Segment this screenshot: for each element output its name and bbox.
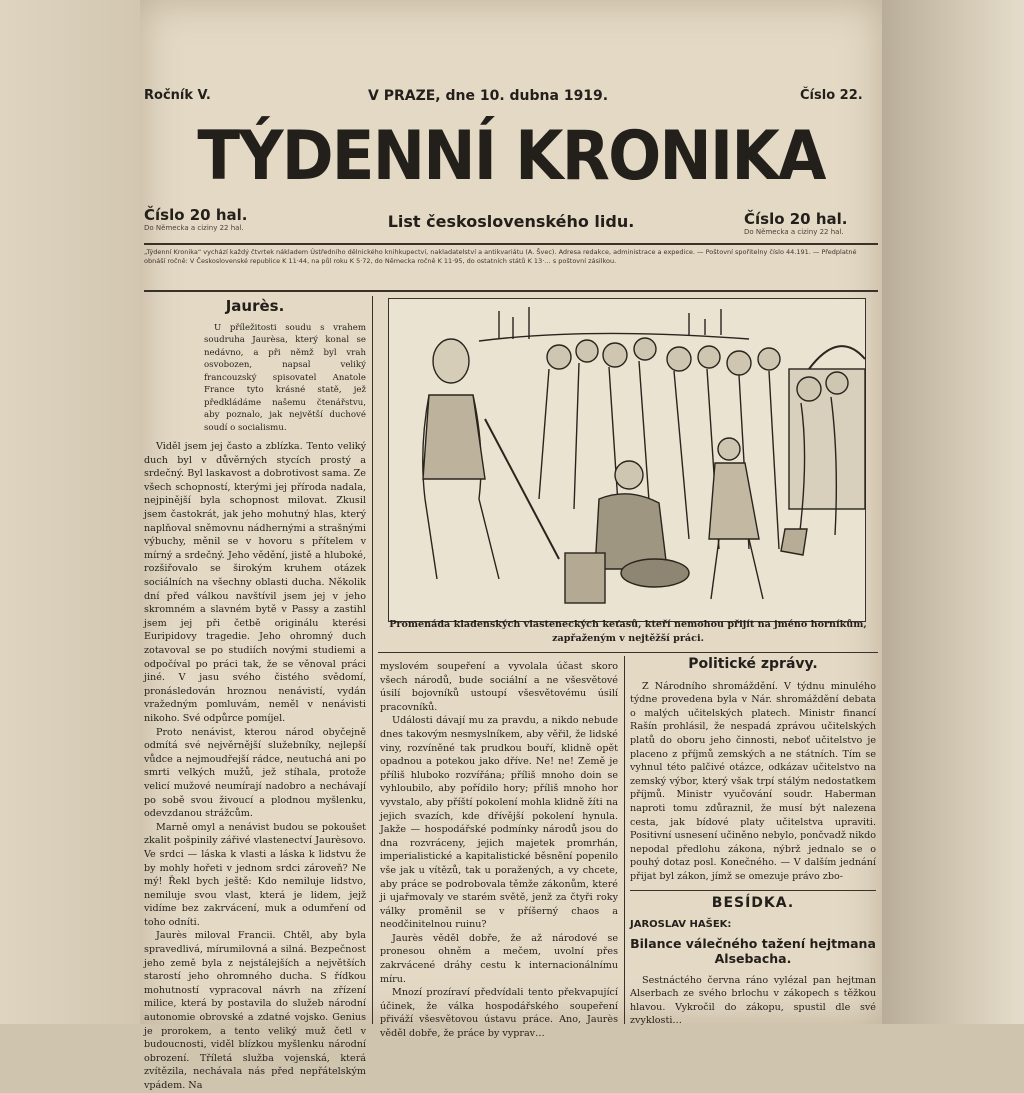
column-jaures [144, 297, 366, 1091]
jaures-paragraph: Marně omyl a nenávist budou se pokoušet zkalit pošpinily zářivé vlastenectví Jaurèsovo. Ve srdci — láska k vlasti a láska k lidstvu že by mohly hořeti v jednom srdci zároveň? Ne mý! Řekl bych ještě: Kdo nemiluje lidstvo, nemiluje svou vlast, která je lidem, jejž vidíme bez zakrvácení, muk a odumření od toho odníti. [144, 821, 366, 928]
illustration-caption: Promenáda kladenských vlasteneckých keťasů, kteří nemohou přijít na jméno horníkům, zapřaženým v nejtěžší práci. [389, 619, 867, 644]
header-rule [144, 243, 878, 245]
jaures-paragraph: Proto nenávist, kterou národ obyčejně odmítá své nejvěrnější služebníky, nejlepší vůdce a nejmoudřejší rádce, neutuchá ani po smrti velkých mužů, jež stíhala, protože velicí mužové neumírají nadobro a nechávají po sobě svou živoucí a plodnou myšlenku, odevzdanou strážcům. [144, 726, 366, 820]
cartoon-illustration [388, 298, 866, 622]
newspaper-page [140, 0, 882, 1091]
middle-paragraph: Události dávají mu za pravdu, a nikdo nebude dnes takovým nesmyslníkem, aby věřil, že lidské viny, rozvíněné tak prudkou bouří, klidně opět opadnou a potekou jako dříve. Ne! ne! Země je příliš hluboko rozvířána; příliš mnoho doin se vyhloubilo, aby pořídilo hory; příliš mnoho hor vyvstalo, aby příští pokolení mohla klidně žíti na jejich svazích, kde dřívější pokolení hynula. Jakže — hospodářské podmínky národů jsou do dna rozvráceny, jejich majetek promrhán, imperialistické a kapitalistické běsnění popenilo vše jak u vítězů, tak u poražených, a vy chcete, aby práce se podrobovala těmže zákonům, které ji ujařmovaly ve starém světě, jenž za čtyři roky války proměnil se v příšerný chaos a neodčinitelnou ruinu? [380, 715, 618, 931]
price-left-value: Číslo 20 hal. [144, 206, 248, 224]
section-divider [630, 890, 876, 891]
middle-paragraph: Jaurès věděl dobře, že až národové se pronesou ohněm a mečem, uvolní přes zakrvácené dráhy cestu k internacionálnímu míru. [380, 932, 618, 985]
notice-rule [144, 290, 878, 292]
column-middle [380, 660, 618, 1040]
price-right [744, 210, 847, 236]
story-author: JAROSLAV HAŠEK: [630, 919, 732, 931]
jaures-paragraph: Jaurès miloval Francii. Chtěl, aby byla spravedlivá, mírumilovná a silná. Bezpečnost jeho země byla z nejstálejších a největších starostí jeho ohromného ducha. S řídkou mohutností vypracoval návrh na zřízení milice, která by postavila do služeb národní autonomie obrovské a zdatné vojsko. Genius je prorokem, a tento veliký muž četl v budoucnosti, viděl blízkou myšlenku národní obrození. Tříletá služba vojenská, která zvítězila, nechávala nás před nepřátelským vpádem. Na [144, 930, 366, 1091]
masthead-subtitle: List československého lidu. [387, 212, 635, 231]
issue-number: Číslo 22. [800, 88, 863, 103]
middle-paragraph: myslovém soupeření a vyvolala účast skoro všech národů, bude sociální a ne všesvětové úsilí bojovníků ustoupí všesvětovému úsilí pracovníků. [380, 661, 618, 713]
story-title: Bilance válečného tažení hejtmana Alsebacha. [630, 935, 876, 966]
dateline: V PRAZE, dne 10. dubna 1919. [368, 88, 609, 104]
price-right-value: Číslo 20 hal. [744, 210, 848, 228]
middle-paragraph: Mnozí prozíraví předvídali tento překvapující účinek, že válka hospodářského soupeření přiváží všesvětovou ústavu práce. Ano, Jaurès věděl dobře, že práce by vyprav… [380, 987, 618, 1040]
background-right [882, 0, 1024, 1024]
cartoon-drawing [389, 299, 865, 621]
price-left-note: Do Německa a ciziny 22 hal. [144, 224, 244, 232]
column-divider [624, 656, 625, 1024]
jaures-heading: Jaurès. [225, 297, 285, 315]
subscription-notice: „Týdenní Kronika“ vychází každý čtvrtek nákladem Ústředního dělnického knihkupectví, nakladatelství a antikvariátu (A. Švec). Adresa redakce, administrace a expedice. — Poštovní spořitelny číslo 44.191. — Předplatné obnáší ročně: V Československé republice K 11·44, na půl roku K 5·72, do Německa ročně K 11·95, do ostatních států K 13·… s poštovní zásilkou. [144, 248, 857, 265]
column-right [630, 656, 877, 1027]
jaures-lead: U příležitosti soudu s vrahem soudruha Jaurèsa, který konal se nedávno, a při němž byl vrah osvobozen, napsal veliký francouzský spisovatel Anatole France tyto krásné statě, jež předkládáme našemu čtenářstvu, aby poznalo, jak největší duchové soudí o socialismu. [204, 322, 366, 433]
column-divider [372, 296, 373, 1024]
volume-label: Ročník V. [144, 88, 211, 103]
caption-rule [378, 652, 878, 653]
politics-heading: Politické zprávy. [688, 656, 818, 672]
header-topline [140, 88, 882, 106]
masthead-title: TÝDENNÍ KRONIKA [197, 117, 825, 196]
politics-text: Z Národního shromáždění. V týdnu minulého týdne provedena byla v Nár. shromáždění debata o malých učitelských platech. Ministr financí Rašín prohlásil, že nespadá zprávou učitelských platů do oboru jeho činnosti, neboť učitelstvo je placeno z příjmů zemských a ne státních. Tím se vyhnul této palčivé otázce, odkázav učitelstvo na zemský výbor, který však trpí stálým nedostatkem příjmů. Ministr vyučování soudr. Haberman naproti tomu zdůraznil, že musí být nalezena cesta, jak bídové platy učitelstva upraviti. Positivní usnesení učiněno nebylo, pončvadž nikdo nepodal předlohu zákona, nýbrž jednalo se o pouhý dotaz posl. Konečného. — V dalším jednání přijat byl zákon, jímž se omezuje právo zbo- [630, 680, 877, 882]
background-left [0, 0, 140, 1024]
story-text: Sestnáctého června ráno vylézal pan hejtman Alserbach ze svého brlochu v zákopech s těžkou hlavou. Vykročil do zákopu, spustil dle své zvyklosti… [630, 974, 876, 1027]
besidka-heading: BESÍDKA. [711, 894, 795, 911]
price-right-note: Do Německa a ciziny 22 hal. [744, 228, 844, 236]
jaures-paragraph: Viděl jsem jej často a zblízka. Tento veliký duch byl v důvěrných stycích prostý a srdečný. Byl laskavost a dobrotivost sama. Ze všech schopností, kterými jej příroda nadala, nejpinější byla schopnost milovat. Zkusil jsem častokrát, jak jeho mohutný hlas, který naplňoval sněmovnu nádhernými a strašnými výbuchy, měnil se v hovoru s přítelem v mírný a srdečný. Jeho vědění, jistě a hluboké, rozšiřovalo se širokým kruhem otázek sociálních na všechny oblasti ducha. Několik dní před válkou navštívil jsem jej v jeho skromném a slavném bytě v Passy a zastihl jsem jej při četbě originálu kterési Euripidovy tragedie. Jeho ohromný duch zotavoval se po studiích novými studiemi a odpočíval po práci tak, že se věnoval práci jiné. V jasu svého čistého svědomí, pronásledován hroznou nenávistí, vydán vražedným pomluvám, neměl v nenávisti nikoho. Své odpůrce pomíjel. [144, 441, 366, 724]
